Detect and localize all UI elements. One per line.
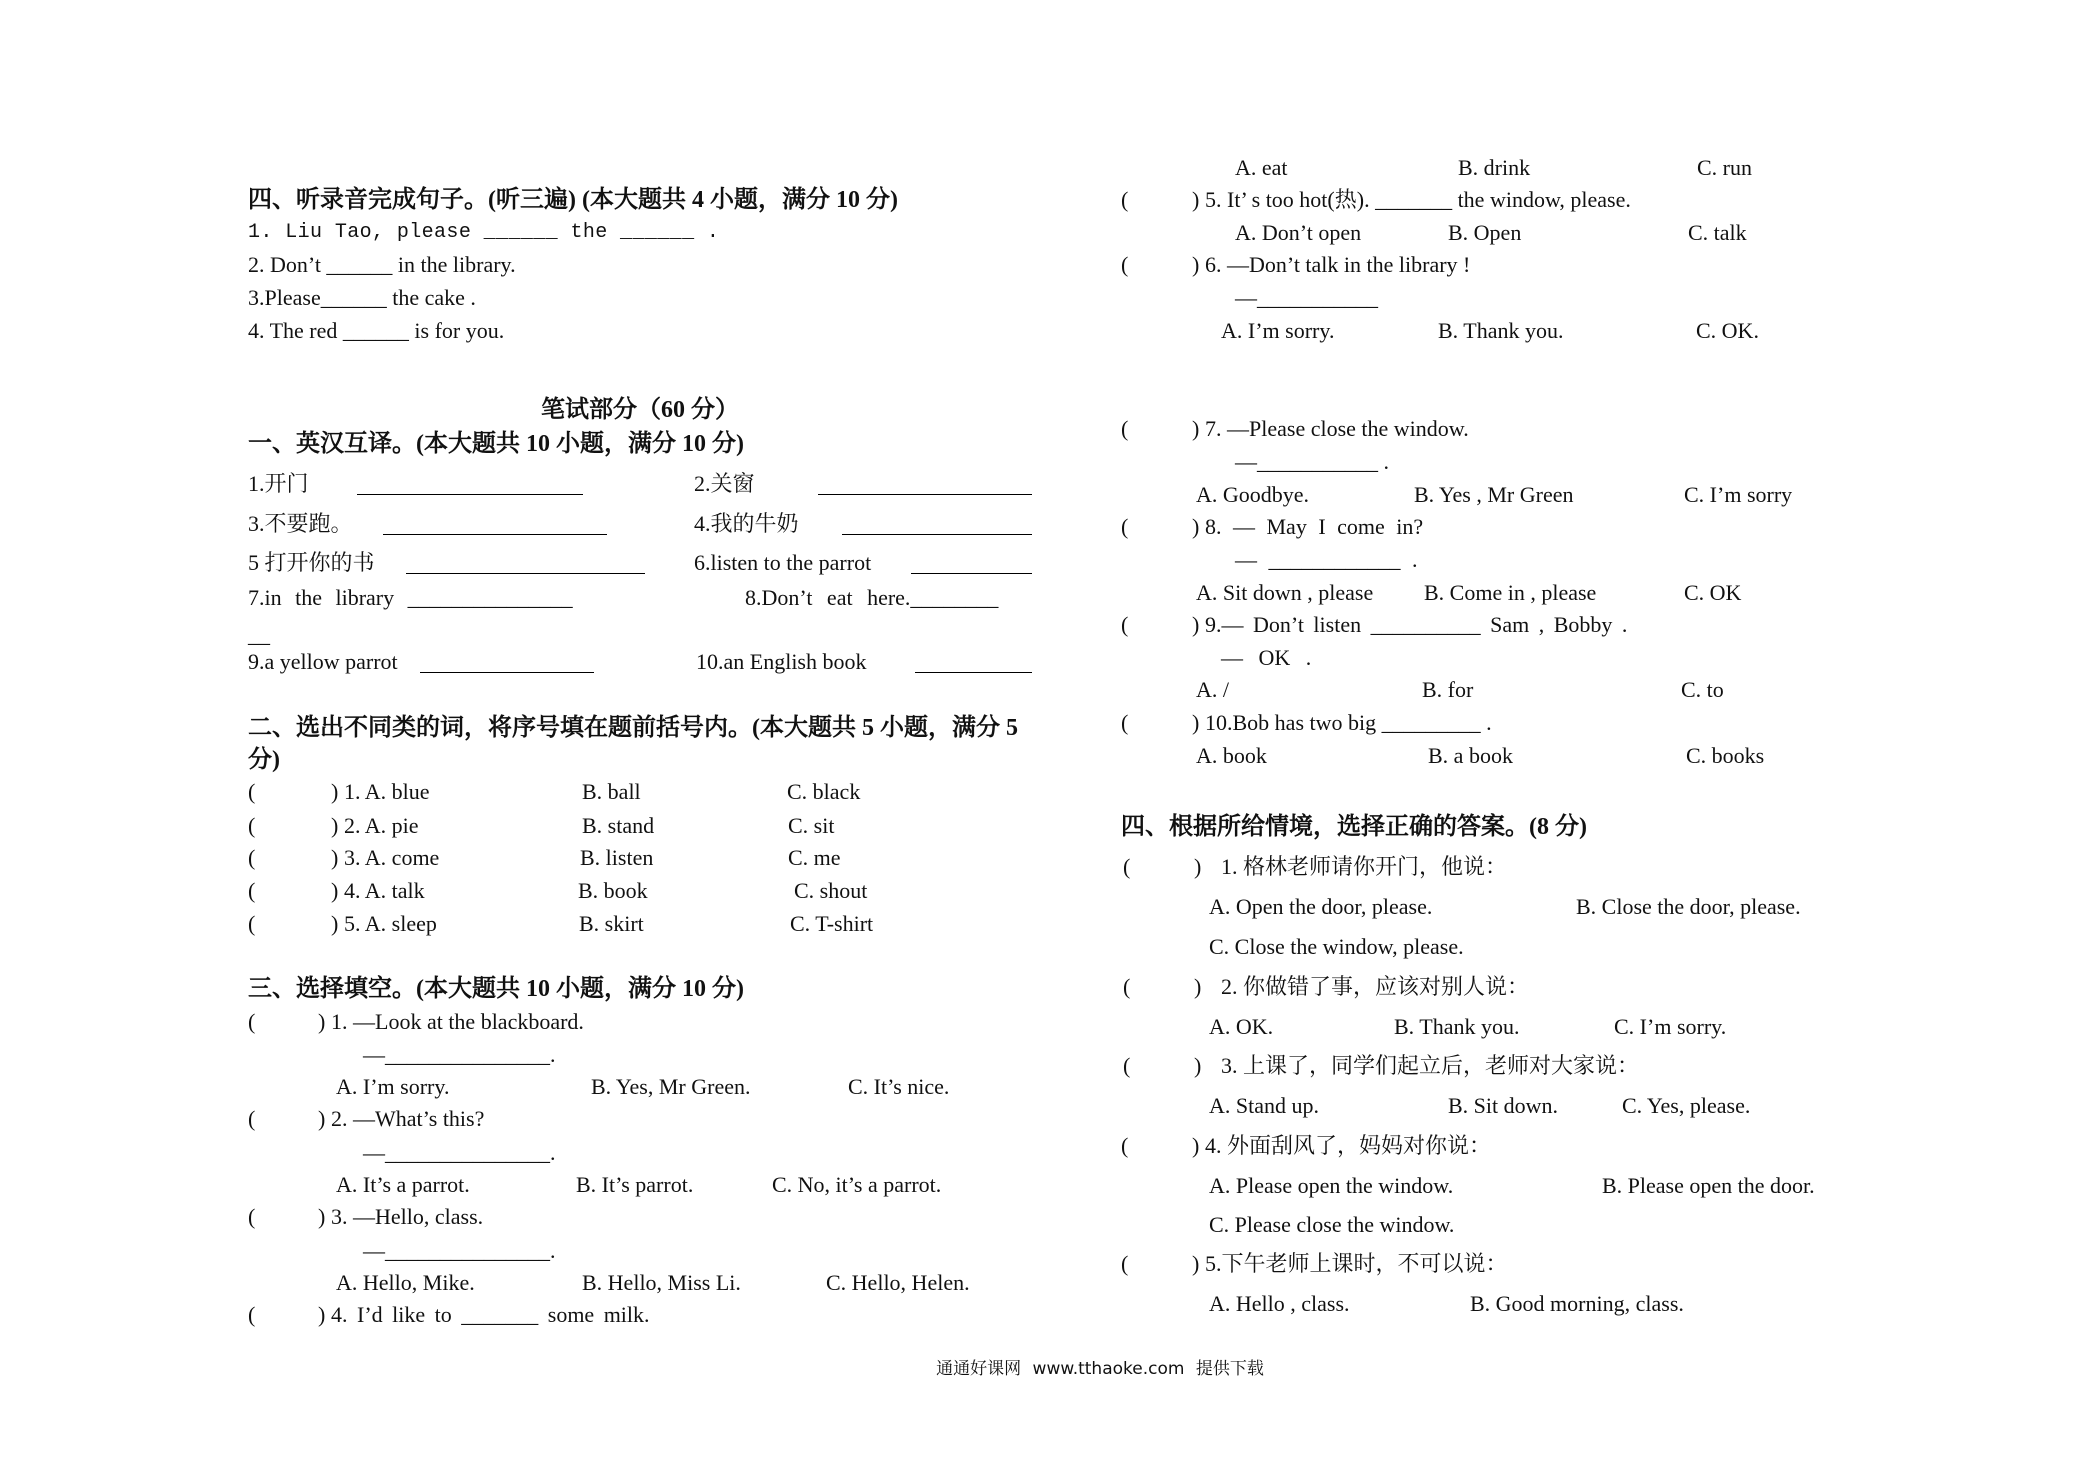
odd-q2-option-c: C. sit (788, 813, 835, 838)
translation-item-8: 8.Don’t eat here.________ (745, 585, 999, 610)
listening-item-2: 2. Don’t ______ in the library. (248, 252, 516, 277)
mc-q9-option-a: A. / (1196, 677, 1229, 702)
multiple-choice-heading: 三、选择填空。(本大题共 10 小题，满分 10 分) (248, 976, 744, 1002)
mc-q5-option-b: B. Open (1448, 220, 1522, 245)
sit-q2-rparen: ) (1194, 974, 1202, 999)
answer-line (357, 494, 583, 495)
mc-q7-option-b: B. Yes , Mr Green (1414, 482, 1574, 507)
mc-q7-option-a: A. Goodbye. (1196, 482, 1310, 507)
odd-q3-rparen: ) (331, 845, 339, 870)
odd-q3-option-b: B. listen (580, 845, 654, 870)
answer-line (915, 672, 1032, 673)
sit-q3-stem: 3. 上课了，同学们起立后，老师对大家说： (1221, 1053, 1640, 1078)
mc-q8-rparen: ) (1192, 514, 1200, 539)
translation-item-9: 9.a yellow parrot (248, 649, 398, 674)
answer-line (406, 573, 645, 574)
odd-q3-option-c: C. me (788, 845, 841, 870)
answer-line (911, 573, 1032, 574)
odd-q3-option-a: 3. A. come (344, 845, 440, 870)
odd-q2-rparen: ) (331, 813, 339, 838)
sit-q1-rparen: ) (1194, 854, 1202, 879)
listening-item-1: 1. Liu Tao, please ______ the ______ . (248, 221, 720, 244)
sit-q4-option-b: B. Please open the door. (1602, 1173, 1815, 1198)
translation-item-2: 2.关窗 (694, 471, 755, 496)
listening-heading: 四、听录音完成句子。(听三遍) (本大题共 4 小题，满分 10 分) (248, 187, 898, 213)
mc-q8-option-b: B. Come in , please (1424, 580, 1597, 605)
mc-q7-rparen: ) (1192, 416, 1200, 441)
translation-item-1: 1.开门 (248, 471, 309, 496)
mc-q2-lparen: ( (248, 1106, 256, 1131)
mc-q6-rparen: ) (1192, 252, 1200, 277)
mc-q3-lparen: ( (248, 1204, 256, 1229)
sit-q2-option-a: A. OK. (1209, 1014, 1274, 1039)
translation-item-4: 4.我的牛奶 (694, 511, 799, 536)
sit-q3-option-b: B. Sit down. (1448, 1093, 1559, 1118)
answer-line (818, 494, 1032, 495)
mc-q8-answer: — ____________ . (1235, 547, 1418, 572)
odd-one-out-heading: 二、选出不同类的词，将序号填在题前括号内。(本大题共 5 小题，满分 5 分) (248, 715, 1018, 773)
odd-q4-option-c: C. shout (794, 878, 868, 903)
mc-q8-option-c: C. OK (1684, 580, 1742, 605)
sit-q4-option-c: C. Please close the window. (1209, 1212, 1455, 1237)
mc-q10-option-c: C. books (1686, 743, 1765, 768)
mc-q2-option-b: B. It’s parrot. (576, 1172, 694, 1197)
odd-q5-option-a: 5. A. sleep (344, 911, 437, 936)
translation-item-6: 6.listen to the parrot (694, 550, 872, 575)
mc-q1-answer: —_______________. (363, 1042, 556, 1067)
mc-q1-option-b: B. Yes, Mr Green. (591, 1074, 751, 1099)
sit-q3-rparen: ) (1194, 1053, 1202, 1078)
mc-q7-lparen: ( (1121, 416, 1129, 441)
sit-q2-stem: 2. 你做错了事，应该对别人说： (1221, 974, 1530, 999)
sit-q3-option-c: C. Yes, please. (1622, 1093, 1751, 1118)
odd-q2-lparen: ( (248, 813, 256, 838)
sit-q4-stem: 4. 外面刮风了，妈妈对你说： (1205, 1133, 1492, 1158)
answer-line (420, 672, 594, 673)
translation-item-10: 10.an English book (696, 649, 867, 674)
odd-q2-option-a: 2. A. pie (344, 813, 419, 838)
translation-item-3: 3.不要跑。 (248, 511, 353, 536)
odd-q2-option-b: B. stand (582, 813, 655, 838)
mc-q5-lparen: ( (1121, 187, 1129, 212)
mc-q1-option-c: C. It’s nice. (848, 1074, 950, 1099)
sit-q5-lparen: ( (1121, 1251, 1129, 1276)
mc-q6-option-c: C. OK. (1696, 318, 1759, 343)
sit-q5-rparen: ) (1192, 1251, 1200, 1276)
mc-q10-option-b: B. a book (1428, 743, 1513, 768)
mc-q2-option-c: C. No, it’s a parrot. (772, 1172, 942, 1197)
odd-q4-option-b: B. book (578, 878, 648, 903)
mc-q4-option-c: C. run (1697, 155, 1752, 180)
mc-q5-stem: 5. It’ s too hot(热). _______ the window, please. (1205, 187, 1631, 212)
odd-q1-option-b: B. ball (582, 779, 641, 804)
mc-q3-rparen: ) (318, 1204, 326, 1229)
sit-q4-rparen: ) (1192, 1133, 1200, 1158)
sit-q4-lparen: ( (1121, 1133, 1129, 1158)
mc-q1-stem: 1. —Look at the blackboard. (331, 1009, 584, 1034)
mc-q9-answer: — OK . (1221, 645, 1312, 670)
mc-q2-rparen: ) (318, 1106, 326, 1131)
odd-q5-rparen: ) (331, 911, 339, 936)
mc-q5-rparen: ) (1192, 187, 1200, 212)
mc-q10-rparen: ) (1192, 710, 1200, 735)
listening-item-3: 3.Please______ the cake . (248, 285, 476, 310)
mc-q4-option-a: A. eat (1235, 155, 1288, 180)
odd-q5-option-c: C. T-shirt (790, 911, 874, 936)
mc-q5-option-c: C. talk (1688, 220, 1747, 245)
odd-q1-option-c: C. black (787, 779, 861, 804)
answer-line (842, 534, 1032, 535)
sit-q1-option-b: B. Close the door, please. (1576, 894, 1801, 919)
sit-q5-option-b: B. Good morning, class. (1470, 1291, 1684, 1316)
sit-q2-option-c: C. I’m sorry. (1614, 1014, 1727, 1039)
mc-q3-option-a: A. Hello, Mike. (336, 1270, 475, 1295)
mc-q2-answer: —_______________. (363, 1140, 556, 1165)
page-footer: 通通好课网 www.tthaoke.com 提供下载 (936, 1359, 1264, 1379)
sit-q5-stem: 5.下午老师上课时，不可以说： (1205, 1251, 1508, 1276)
mc-q7-option-c: C. I’m sorry (1684, 482, 1793, 507)
mc-q10-lparen: ( (1121, 710, 1129, 735)
sit-q2-option-b: B. Thank you. (1394, 1014, 1520, 1039)
translation-item-7: 7.in the library _______________ (248, 585, 573, 610)
mc-q7-stem: 7. —Please close the window. (1205, 416, 1469, 441)
mc-q6-lparen: ( (1121, 252, 1129, 277)
mc-q1-lparen: ( (248, 1009, 256, 1034)
sit-q1-stem: 1. 格林老师请你开门，他说： (1221, 854, 1508, 879)
mc-q3-option-b: B. Hello, Miss Li. (582, 1270, 741, 1295)
odd-q4-option-a: 4. A. talk (344, 878, 425, 903)
odd-q4-lparen: ( (248, 878, 256, 903)
mc-q2-stem: 2. —What’s this? (331, 1106, 485, 1131)
mc-q7-answer: —___________ . (1235, 449, 1389, 474)
situational-heading: 四、根据所给情境，选择正确的答案。(8 分) (1121, 814, 1587, 840)
mc-q10-option-a: A. book (1196, 743, 1267, 768)
odd-q1-rparen: ) (331, 779, 339, 804)
sit-q3-lparen: ( (1123, 1053, 1131, 1078)
mc-q6-option-a: A. I’m sorry. (1221, 318, 1335, 343)
mc-q9-option-b: B. for (1422, 677, 1474, 702)
mc-q8-stem: 8. — May I come in? (1205, 514, 1424, 539)
mc-q10-stem: 10.Bob has two big _________ . (1205, 710, 1492, 735)
sit-q3-option-a: A. Stand up. (1209, 1093, 1319, 1118)
odd-q1-lparen: ( (248, 779, 256, 804)
mc-q1-rparen: ) (318, 1009, 326, 1034)
translation-item-5: 5 打开你的书 (248, 550, 375, 575)
mc-q2-option-a: A. It’s a parrot. (336, 1172, 470, 1197)
answer-line (383, 534, 607, 535)
mc-q9-stem: 9.— Don’t listen __________ Sam , Bobby . (1205, 612, 1628, 637)
mc-q9-lparen: ( (1121, 612, 1129, 637)
sit-q4-option-a: A. Please open the window. (1209, 1173, 1454, 1198)
written-part-title: 笔试部分（60 分） (541, 397, 739, 423)
mc-q5-option-a: A. Don’t open (1235, 220, 1362, 245)
mc-q8-lparen: ( (1121, 514, 1129, 539)
mc-q3-stem: 3. —Hello, class. (331, 1204, 484, 1229)
listening-item-4: 4. The red ______ is for you. (248, 318, 505, 343)
mc-q4-stem: 4. I’d like to _______ some milk. (331, 1302, 650, 1327)
sit-q1-lparen: ( (1123, 854, 1131, 879)
translation-item-8-wrap: __ (248, 622, 270, 647)
mc-q6-answer: —___________ (1235, 285, 1378, 310)
odd-q5-option-b: B. skirt (579, 911, 644, 936)
odd-q4-rparen: ) (331, 878, 339, 903)
mc-q6-stem: 6. —Don’t talk in the library ! (1205, 252, 1471, 277)
odd-q1-option-a: 1. A. blue (344, 779, 430, 804)
mc-q8-option-a: A. Sit down , please (1196, 580, 1374, 605)
mc-q6-option-b: B. Thank you. (1438, 318, 1564, 343)
sit-q1-option-c: C. Close the window, please. (1209, 934, 1464, 959)
odd-q3-lparen: ( (248, 845, 256, 870)
mc-q3-answer: —_______________. (363, 1238, 556, 1263)
mc-q4-option-b: B. drink (1458, 155, 1531, 180)
mc-q3-option-c: C. Hello, Helen. (826, 1270, 970, 1295)
mc-q9-option-c: C. to (1681, 677, 1724, 702)
sit-q2-lparen: ( (1123, 974, 1131, 999)
odd-q5-lparen: ( (248, 911, 256, 936)
mc-q4-lparen: ( (248, 1302, 256, 1327)
mc-q1-option-a: A. I’m sorry. (336, 1074, 450, 1099)
sit-q1-option-a: A. Open the door, please. (1209, 894, 1433, 919)
translation-heading: 一、英汉互译。(本大题共 10 小题，满分 10 分) (248, 431, 744, 457)
mc-q9-rparen: ) (1192, 612, 1200, 637)
mc-q4-rparen: ) (318, 1302, 326, 1327)
sit-q5-option-a: A. Hello , class. (1209, 1291, 1350, 1316)
